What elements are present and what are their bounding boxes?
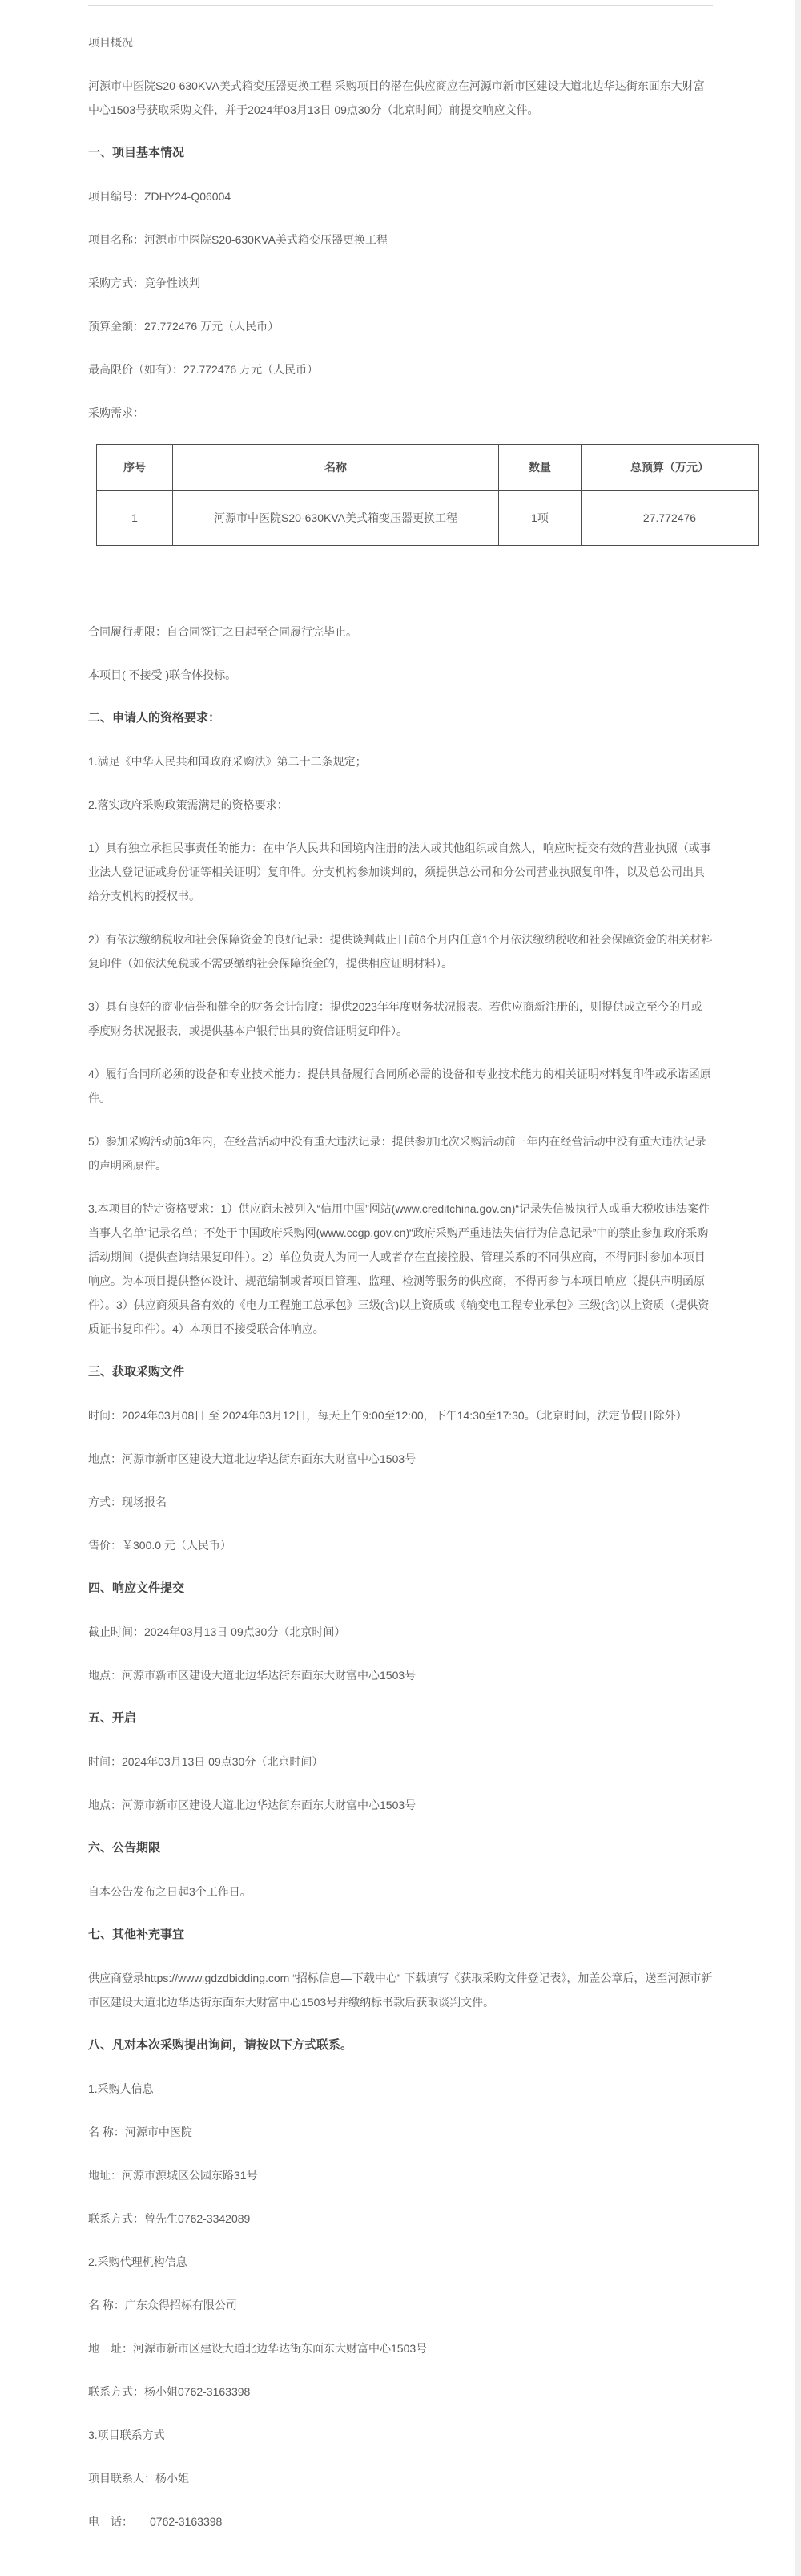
paragraph: 项目编号：ZDHY24-Q06004: [88, 190, 231, 203]
paragraph: 时间：2024年03月08日 至 2024年03月12日，每天上午9:00至12:00，下午14:30至17:30。（北京时间，法定节假日除外）: [88, 1409, 687, 1422]
paragraph: 电 话： 0762-3163398: [88, 2515, 223, 2528]
table-header-cell: 序号: [97, 445, 173, 491]
table-row: [97, 491, 759, 546]
paragraph: 2.落实政府采购政策需满足的资格要求：: [88, 798, 288, 811]
table-header-cell: 总预算（万元）: [582, 445, 759, 491]
paragraph: 1）具有独立承担民事责任的能力：在中华人民共和国境内注册的法人或其他组织或自然人，响应时提交有效的营业执照（或事业法人登记证或身份证等相关证明）复印件。分支机构参加谈判的，须提供总公司和分公司营业执照复印件，以及总公司出具给分支机构的授权书。: [88, 842, 711, 902]
procurement-table-wrap: [96, 444, 713, 546]
paragraph: 2）有依法缴纳税收和社会保障资金的良好记录：提供谈判截止日前6个月内任意1个月依法缴纳税收和社会保障资金的相关材料复印件（如依法免税或不需要缴纳社会保障资金的，提供相应证明材料）。: [88, 933, 713, 970]
paragraph: 时间：2024年03月13日 09点30分（北京时间）: [88, 1755, 324, 1768]
paragraph: 项目概况: [88, 36, 133, 49]
table-cell: 1: [97, 491, 173, 546]
paragraph: 预算金额：27.772476 万元（人民币）: [88, 320, 280, 333]
table-header-cell: 名称: [173, 445, 499, 491]
paragraph: 名 称：河源市中医院: [88, 2126, 192, 2138]
paragraph: 地址：河源市源城区公园东路31号: [88, 2169, 258, 2182]
paragraph: 项目名称：河源市中医院S20-630KVA美式箱变压器更换工程: [88, 233, 388, 246]
table-header-row: [97, 445, 759, 491]
paragraph: 合同履行期限：自合同签订之日起至合同履行完毕止。: [88, 625, 357, 638]
paragraph: 3）具有良好的商业信誉和健全的财务会计制度：提供2023年年度财务状况报表。若供应商新注册的，则提供成立至今的月或季度财务状况报表，或提供基本户银行出具的资信证明复印件）。: [88, 1000, 702, 1037]
paragraph: 方式：现场报名: [88, 1496, 167, 1508]
paragraph: 3.项目联系方式: [88, 2429, 165, 2441]
section-heading: 八、凡对本次采购提出询问，请按以下方式联系。: [88, 2038, 353, 2052]
section-heading: 一、项目基本情况: [88, 146, 185, 159]
table-cell: 河源市中医院S20-630KVA美式箱变压器更换工程: [173, 491, 499, 546]
table-header-cell: 数量: [499, 445, 582, 491]
paragraph: 1.满足《中华人民共和国政府采购法》第二十二条规定；: [88, 755, 367, 768]
paragraph: 售价：￥300.0 元（人民币）: [88, 1539, 231, 1552]
paragraph: 2.采购代理机构信息: [88, 2255, 187, 2268]
table-cell: 27.772476: [582, 491, 759, 546]
paragraph: 4）履行合同所必须的设备和专业技术能力：提供具备履行合同所必需的设备和专业技术能力的相关证明材料复印件或承诺函原件。: [88, 1068, 711, 1104]
paragraph: 采购需求：: [88, 406, 144, 419]
paragraph: 自本公告发布之日起3个工作日。: [88, 1885, 252, 1898]
section-heading: 五、开启: [88, 1711, 137, 1725]
pre-table-paragraphs: [88, 30, 713, 425]
paragraph: 地点：河源市新市区建设大道北边华达街东面东大财富中心1503号: [88, 1799, 417, 1811]
procurement-table: [96, 444, 759, 546]
paragraph: 本项目( 不接受 )联合体投标。: [88, 668, 237, 681]
paragraph: 5）参加采购活动前3年内，在经营活动中没有重大违法记录：提供参加此次采购活动前三年内在经营活动中没有重大违法记录的声明函原件。: [88, 1135, 706, 1172]
paragraph: 最高限价（如有）：27.772476 万元（人民币）: [88, 363, 319, 376]
section-heading: 七、其他补充事宜: [88, 1928, 185, 1941]
paragraph: 地 址：河源市新市区建设大道北边华达街东面东大财富中心1503号: [88, 2342, 428, 2355]
paragraph: 地点：河源市新市区建设大道北边华达街东面东大财富中心1503号: [88, 1669, 417, 1682]
paragraph: 名 称：广东众得招标有限公司: [88, 2299, 237, 2312]
paragraph: 采购方式：竞争性谈判: [88, 277, 200, 289]
section-heading: 四、响应文件提交: [88, 1581, 185, 1595]
paragraph: 项目联系人：杨小姐: [88, 2472, 189, 2485]
paragraph: 供应商登录https://www.gdzdbidding.com “招标信息—下载中心” 下载填写《获取采购文件登记表》，加盖公章后，送至河源市新市区建设大道北边华达街东面东大财富中心1503号并缴纳标书款后获取谈判文件。: [88, 1972, 713, 2009]
paragraph: 截止时间：2024年03月13日 09点30分（北京时间）: [88, 1625, 346, 1638]
paragraph: 3.本项目的特定资格要求：1）供应商未被列入“信用中国”网站(www.creditchina.gov.cn)“记录失信被执行人或重大税收违法案件当事人名单”记录名单；不处于中国政府采购网(www.ccgp.gov.cn)“政府采购严重违法失信行为信息记录”中的禁止参加政府采购活动期间（提供查询结果复印件）。2）单位负责人为同一人或者存在直接控股、管理关系的不同供应商，不得同时参加本项目响应。为本项目提供整体设计、规范编制或者项目管理、监理、检测等服务的供应商，不得再参与本项目响应（提供声明函原件）。3）供应商须具备有效的《电力工程施工总承包》三级(含)以上资质或《输变电工程专业承包》三级(含)以上资质（提供资质证书复印件）。4）本项目不接受联合体响应。: [88, 1202, 710, 1335]
section-heading: 二、申请人的资格要求：: [88, 711, 221, 725]
table-cell: 1项: [499, 491, 582, 546]
paragraph: 河源市中医院S20-630KVA美式箱变压器更换工程 采购项目的潜在供应商应在河源市新市区建设大道北边华达街东面东大财富中心1503号获取采购文件，并于2024年03月13日 09点30分（北京时间）前提交响应文件。: [88, 79, 705, 116]
paragraph: 联系方式：曾先生0762-3342089: [88, 2212, 251, 2225]
section-heading: 三、获取采购文件: [88, 1365, 185, 1379]
post-table-paragraphs: [88, 620, 713, 2534]
paragraph: 地点：河源市新市区建设大道北边华达街东面东大财富中心1503号: [88, 1452, 417, 1465]
paragraph: 1.采购人信息: [88, 2082, 154, 2095]
section-heading: 六、公告期限: [88, 1841, 161, 1855]
paragraph: 联系方式：杨小姐0762-3163398: [88, 2385, 251, 2398]
